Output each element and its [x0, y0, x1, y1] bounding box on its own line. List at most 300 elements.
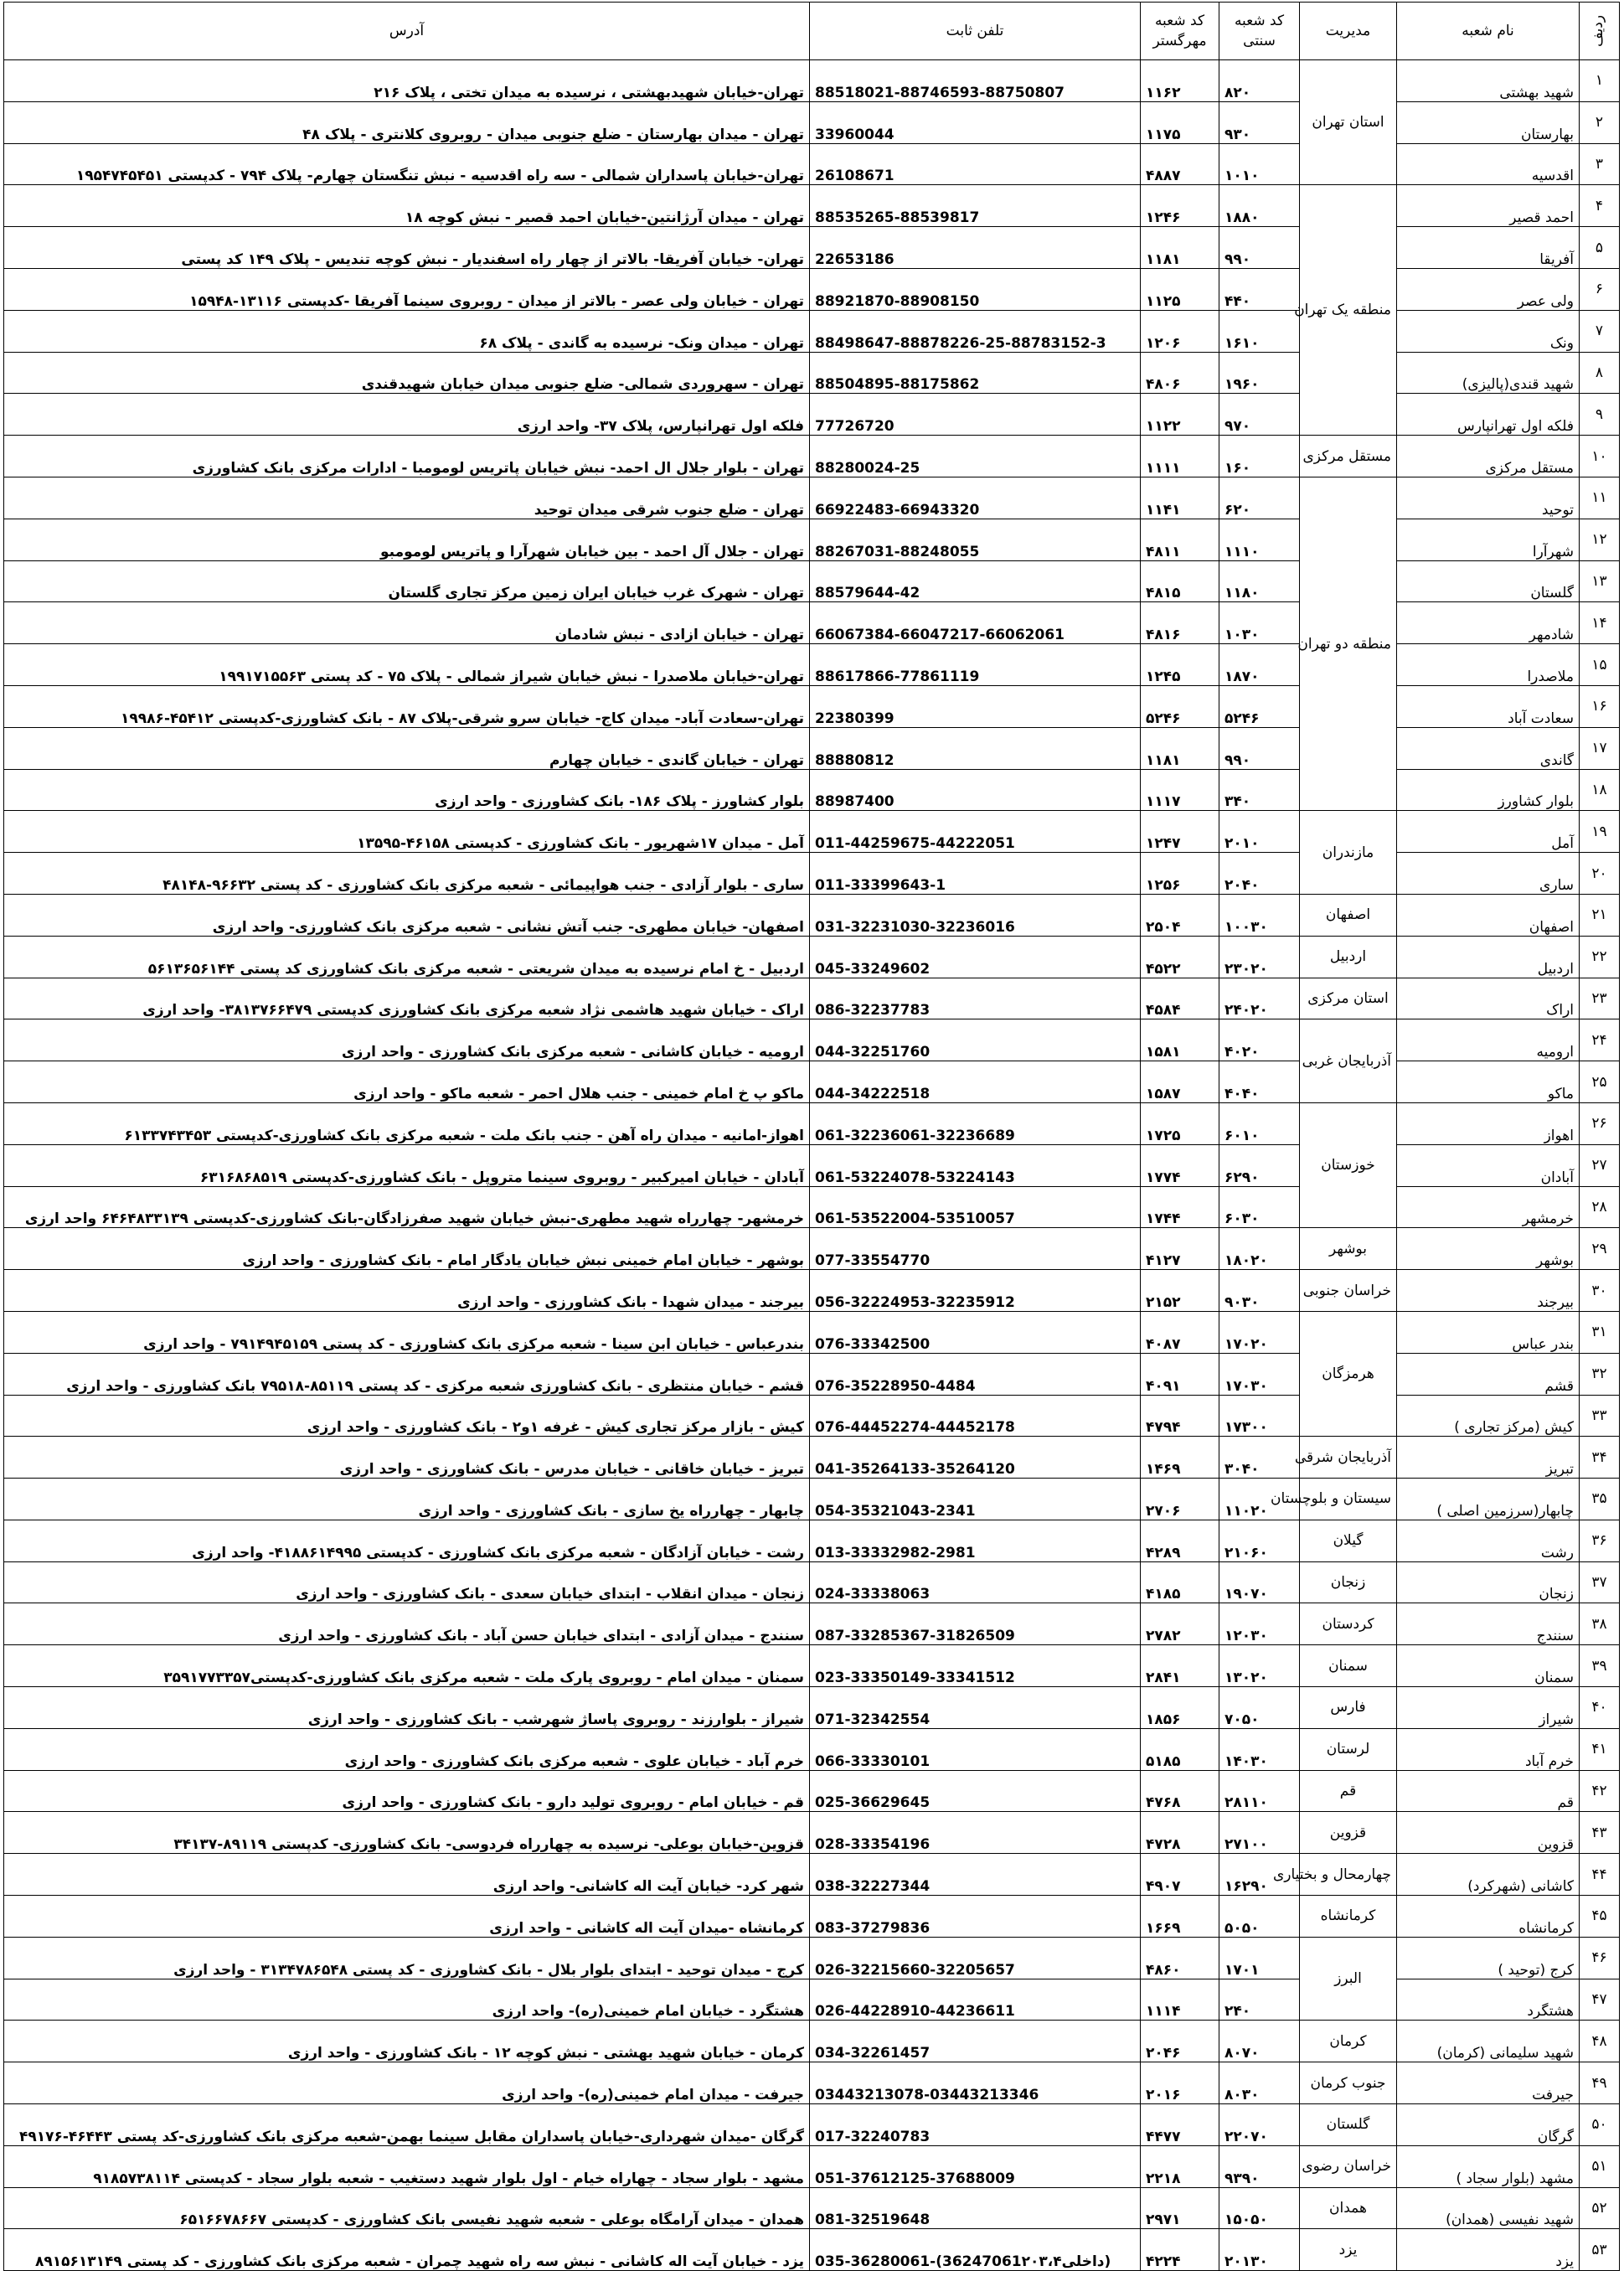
table-row [4, 1228, 1620, 1270]
management-name: سیستان و بلوچستان [1300, 1479, 1397, 1520]
row-number: ۱۰ [1580, 436, 1620, 477]
branch-name: شهرآرا [1397, 519, 1580, 560]
branch-address: اردبیل - خ امام نرسیده به میدان شریعتی - شعبه مرکزی بانک کشاورزی کد پستی ۵۶۱۳۶۵۶۱۴۴ [4, 936, 810, 978]
row-number: ۴ [1580, 185, 1620, 227]
branch-address: رشت - خیابان آزادگان - شعبه مرکزی بانک کشاورزی - کدپستی ۴۱۸۸۶۱۴۹۹۵- واحد ارزی [4, 1520, 810, 1561]
row-number: ۳۰ [1580, 1270, 1620, 1312]
branch-address: گرگان -میدان شهرداری-خیابان پاسداران مقابل سینما بهمن-شعبه مرکزی بانک کشاورزی-کد پستی ۴۶۴۴۳-۴۹۱۷۶ [4, 2104, 810, 2146]
branch-address: تهران - میدان ونک- نرسیده به گاندی - پلاک ۶۸ [4, 310, 810, 352]
management-name: زنجان [1300, 1561, 1397, 1603]
branch-name: سعادت آباد [1397, 685, 1580, 727]
row-number: ۴۵ [1580, 1896, 1620, 1938]
branch-address: تهران - سهروردی شمالی- ضلع جنوبی میدان خیابان شهیدقندی [4, 352, 810, 394]
management-name: جنوب کرمان [1300, 2062, 1397, 2104]
traditional-code: ۴۴۰ [1219, 268, 1300, 310]
row-number: ۲۱ [1580, 894, 1620, 936]
branch-name: قم [1397, 1770, 1580, 1812]
table-row [4, 1603, 1620, 1645]
mehrgostar-code: ۲۲۱۸ [1141, 2145, 1219, 2187]
table-row [4, 2187, 1620, 2229]
traditional-code: ۱۱۱۰ [1219, 519, 1300, 560]
branch-address: کرج - میدان توحید - ابتدای بلوار بلال - بانک کشاورزی - کد پستی ۳۱۳۴۷۸۶۵۴۸ - واحد ارزی [4, 1937, 810, 1979]
mehrgostar-code: ۴۰۸۷ [1141, 1311, 1219, 1353]
row-number: ۴۹ [1580, 2062, 1620, 2104]
branch-address: مشهد - بلوار سجاد - چهاراه خیام - اول بلوار شهید دستغیب - شعبه بلوار سجاد - کدپستی ۹۱۸۵۷۳۸۱۱۴ [4, 2145, 810, 2187]
traditional-code: ۲۱۰۶۰ [1219, 1520, 1300, 1561]
phone-number: 038-32227344 [810, 1854, 1141, 1896]
row-number: ۱۸ [1580, 769, 1620, 811]
row-number: ۹ [1580, 394, 1620, 436]
table-header [4, 3, 1620, 60]
branch-address: هشتگرد - خیابان امام خمینی(ره)- واحد ارزی [4, 1979, 810, 2021]
branches-table [3, 2, 1620, 2271]
branch-name: شهید نفیسی (همدان) [1397, 2187, 1580, 2229]
traditional-code: ۸۲۰ [1219, 60, 1300, 102]
phone-number: 051-37612125-37688009 [810, 2145, 1141, 2187]
branch-address: فلکه اول تهرانپارس، پلاک ۳۷- واحد ارزی [4, 394, 810, 436]
branch-name: بهارستان [1397, 101, 1580, 143]
row-number: ۲۷ [1580, 1144, 1620, 1186]
row-number: ۵۲ [1580, 2187, 1620, 2229]
mehrgostar-code: ۴۷۲۸ [1141, 1812, 1219, 1854]
management-name: خراسان جنوبی [1300, 1270, 1397, 1312]
row-number: ۱۱ [1580, 477, 1620, 519]
row-number: ۴۱ [1580, 1728, 1620, 1770]
row-number: ۷ [1580, 310, 1620, 352]
traditional-code: ۱۷۰۲۰ [1219, 1311, 1300, 1353]
mehrgostar-code: ۴۸۰۶ [1141, 352, 1219, 394]
table-row [4, 1102, 1620, 1144]
branch-name: آبادان [1397, 1144, 1580, 1186]
branch-address: شهر کرد- خیابان آیت اله کاشانی- واحد ارزی [4, 1854, 810, 1896]
mehrgostar-code: ۱۱۶۲ [1141, 60, 1219, 102]
phone-number: 017-32240783 [810, 2104, 1141, 2146]
traditional-code: ۹۳۹۰ [1219, 2145, 1300, 2187]
row-number: ۳۸ [1580, 1603, 1620, 1645]
mehrgostar-code: ۱۱۷۵ [1141, 101, 1219, 143]
table-row [4, 1728, 1620, 1770]
traditional-code: ۱۱۸۰ [1219, 560, 1300, 602]
table-row [4, 1311, 1620, 1353]
traditional-code: ۱۲۰۳۰ [1219, 1603, 1300, 1645]
table-row [4, 978, 1620, 1019]
branch-address: اهواز-امانیه - میدان راه آهن - جنب بانک ملت - شعبه مرکزی بانک کشاورزی-کدپستی ۶۱۳۳۷۴۳۴۵۳ [4, 1102, 810, 1144]
traditional-code: ۱۶۰ [1219, 436, 1300, 477]
phone-number: 013-33332982-2981 [810, 1520, 1141, 1561]
table-row [4, 1896, 1620, 1938]
traditional-code: ۲۰۱۳۰ [1219, 2229, 1300, 2271]
table-row [4, 936, 1620, 978]
branch-name: آمل [1397, 811, 1580, 853]
traditional-code: ۹۳۰ [1219, 101, 1300, 143]
branch-address: تهران- خیابان آفریقا- بالاتر از چهار راه اسفندیار - نبش کوچه تندیس - پلاک ۱۴۹ کد پستی [4, 227, 810, 269]
branch-name: خرمشهر [1397, 1186, 1580, 1228]
branch-address: تهران - خیابان گاندی - خیابان چهارم [4, 727, 810, 769]
table-row [4, 1019, 1620, 1061]
row-number: ۲۴ [1580, 1019, 1620, 1061]
mehrgostar-code: ۴۷۹۴ [1141, 1395, 1219, 1437]
mehrgostar-code: ۱۱۲۵ [1141, 268, 1219, 310]
management-name: چهارمحال و بختیاری [1300, 1854, 1397, 1896]
traditional-code: ۱۴۰۳۰ [1219, 1728, 1300, 1770]
branch-name: گرگان [1397, 2104, 1580, 2146]
table-row [4, 1520, 1620, 1561]
branch-name: ماکو [1397, 1061, 1580, 1103]
row-number: ۴۰ [1580, 1687, 1620, 1729]
phone-number: 026-32215660-32205657 [810, 1937, 1141, 1979]
branch-address: ماکو پ خ امام خمینی - جنب هلال احمر - شعبه ماکو - واحد ارزی [4, 1061, 810, 1103]
table-row [4, 1437, 1620, 1479]
branch-name: ولی عصر [1397, 268, 1580, 310]
management-name: بوشهر [1300, 1228, 1397, 1270]
branch-address: ساری - بلوار آزادی - جنب هواپیمائی - شعبه مرکزی بانک کشاورزی - کد پستی ۹۶۶۳۲-۴۸۱۴۸ [4, 853, 810, 895]
branch-address: تهران-خیابان ملاصدرا - نبش خیابان شیراز شمالی - پلاک ۷۵ - کد پستی ۱۹۹۱۷۱۵۵۶۳ [4, 644, 810, 686]
management-name: آذربایجان شرقی [1300, 1437, 1397, 1479]
phone-number: 054-35321043-2341 [810, 1479, 1141, 1520]
mehrgostar-code: ۲۷۸۲ [1141, 1603, 1219, 1645]
mehrgostar-code: ۲۸۴۱ [1141, 1645, 1219, 1687]
table-row [4, 477, 1620, 519]
management-name: استان مرکزی [1300, 978, 1397, 1019]
table-row [4, 1687, 1620, 1729]
branch-name: قزوین [1397, 1812, 1580, 1854]
mehrgostar-code: ۱۲۴۵ [1141, 644, 1219, 686]
traditional-code: ۱۰۳۰ [1219, 602, 1300, 644]
table-row [4, 894, 1620, 936]
traditional-code: ۶۲۹۰ [1219, 1144, 1300, 1186]
phone-number: 061-53224078-53224143 [810, 1144, 1141, 1186]
phone-number: 88504895-88175862 [810, 352, 1141, 394]
branch-address: قم - خیابان امام - روبروی تولید دارو - بانک کشاورزی - واحد ارزی [4, 1770, 810, 1812]
branch-address: تهران - جلال آل احمد - بین خیابان شهرآرا و پاتریس لومومبو [4, 519, 810, 560]
mehrgostar-code: ۴۸۸۷ [1141, 143, 1219, 185]
table-row [4, 1479, 1620, 1520]
phone-number: 026-44228910-44236611 [810, 1979, 1141, 2021]
phone-number: 88518021-88746593-88750807 [810, 60, 1141, 102]
traditional-code: ۱۰۰۳۰ [1219, 894, 1300, 936]
branch-address: تهران - خیابان ولی عصر - بالاتر از میدان - روبروی سینما آفریقا -کدپستی ۱۳۱۱۶-۱۵۹۴۸ [4, 268, 810, 310]
row-number: ۱۲ [1580, 519, 1620, 560]
branch-name: فلکه اول تهرانپارس [1397, 394, 1580, 436]
branch-address: آمل - میدان ۱۷شهریور - بانک کشاورزی - کدپستی ۴۶۱۵۸-۱۳۵۹۵ [4, 811, 810, 853]
branch-address: بندرعباس - خیابان ابن سینا - شعبه مرکزی بانک کشاورزی - کد پستی ۷۹۱۴۹۴۵۱۵۹ - واحد ارزی [4, 1311, 810, 1353]
branch-name: ملاصدرا [1397, 644, 1580, 686]
row-number: ۲۵ [1580, 1061, 1620, 1103]
phone-number: 076-35228950-4484 [810, 1353, 1141, 1395]
row-number: ۳۶ [1580, 1520, 1620, 1561]
management-name: فارس [1300, 1687, 1397, 1729]
branch-name: هشتگرد [1397, 1979, 1580, 2021]
traditional-code: ۱۸۸۰ [1219, 185, 1300, 227]
header-row-number: ردیف [1580, 3, 1620, 60]
management-name: استان تهران [1300, 60, 1397, 185]
branch-address: تهران-سعادت آباد- میدان کاج- خیابان سرو شرقی-پلاک ۸۷ - بانک کشاورزی-کدپستی ۴۵۴۱۲-۱۹۹۸۶ [4, 685, 810, 727]
branch-address: سنندج - میدان آزادی - ابتدای خیابان حسن آباد - بانک کشاورزی - واحد ارزی [4, 1603, 810, 1645]
traditional-code: ۵۰۵۰ [1219, 1896, 1300, 1938]
table-row [4, 1937, 1620, 1979]
phone-number: 66067384-66047217-66062061 [810, 602, 1141, 644]
branch-address: تهران - شهرک غرب خیابان ایران زمین مرکز تجاری گلستان [4, 560, 810, 602]
table-row [4, 2145, 1620, 2187]
mehrgostar-code: ۲۰۱۶ [1141, 2062, 1219, 2104]
branch-address: تهران - بلوار جلال ال احمد- نبش خیابان پاتریس لومومبا - ادارات مرکزی بانک کشاورزی [4, 436, 810, 477]
mehrgostar-code: ۱۱۸۱ [1141, 727, 1219, 769]
traditional-code: ۱۸۰۲۰ [1219, 1228, 1300, 1270]
row-number: ۱۶ [1580, 685, 1620, 727]
phone-number: 88498647-88878226-25-88783152-3 [810, 310, 1141, 352]
traditional-code: ۶۰۳۰ [1219, 1186, 1300, 1228]
row-number: ۴۴ [1580, 1854, 1620, 1896]
row-number: ۲۹ [1580, 1228, 1620, 1270]
mehrgostar-code: ۱۲۵۶ [1141, 853, 1219, 895]
phone-number: 081-32519648 [810, 2187, 1141, 2229]
traditional-code: ۱۶۱۰ [1219, 310, 1300, 352]
management-name: گیلان [1300, 1520, 1397, 1561]
row-number: ۵۱ [1580, 2145, 1620, 2187]
management-name: یزد [1300, 2229, 1397, 2271]
phone-number: 076-44452274-44452178 [810, 1395, 1141, 1437]
phone-number: 88280024-25 [810, 436, 1141, 477]
branch-name: ونک [1397, 310, 1580, 352]
management-name: هرمزگان [1300, 1311, 1397, 1436]
table-body [4, 60, 1620, 2271]
branch-address: یزد - خیابان آیت اله کاشانی - نبش سه راه شهید چمران - شعبه مرکزی بانک کشاورزی - کد پستی ۸۹۱۵۶۱۳۱۴۹ [4, 2229, 810, 2271]
phone-number: 024-33338063 [810, 1561, 1141, 1603]
mehrgostar-code: ۱۲۰۶ [1141, 310, 1219, 352]
row-number: ۲۸ [1580, 1186, 1620, 1228]
branch-name: مشهد (بلوار سجاد ) [1397, 2145, 1580, 2187]
mehrgostar-code: ۴۸۱۵ [1141, 560, 1219, 602]
traditional-code: ۹۹۰ [1219, 227, 1300, 269]
table-row [4, 1270, 1620, 1312]
branch-name: شهید بهشتی [1397, 60, 1580, 102]
mehrgostar-code: ۴۱۸۵ [1141, 1561, 1219, 1603]
management-name: کرمان [1300, 2021, 1397, 2062]
management-name: البرز [1300, 1937, 1397, 2021]
branch-name: سمنان [1397, 1645, 1580, 1687]
phone-number: 88987400 [810, 769, 1141, 811]
branch-address: چابهار - چهارراه یخ سازی - بانک کشاورزی - واحد ارزی [4, 1479, 810, 1520]
phone-number: 086-32237783 [810, 978, 1141, 1019]
branch-address: بوشهر - خیابان امام خمینی نبش خیابان یادگار امام - بانک کشاورزی - واحد ارزی [4, 1228, 810, 1270]
traditional-code: ۲۴۰۲۰ [1219, 978, 1300, 1019]
management-name: کردستان [1300, 1603, 1397, 1645]
table-row [4, 2229, 1620, 2271]
branch-address: ارومیه - خیابان کاشانی - شعبه مرکزی بانک کشاورزی - واحد ارزی [4, 1019, 810, 1061]
table-row [4, 1645, 1620, 1687]
branch-address: کرمان - خیابان شهید بهشتی - نبش کوچه ۱۲ - بانک کشاورزی - واحد ارزی [4, 2021, 810, 2062]
row-number: ۳۵ [1580, 1479, 1620, 1520]
branch-name: سنندج [1397, 1603, 1580, 1645]
branch-name: چابهار(سرزمین اصلی ) [1397, 1479, 1580, 1520]
phone-number: 22653186 [810, 227, 1141, 269]
traditional-code: ۱۶۲۹۰ [1219, 1854, 1300, 1896]
branch-name: کرج (توحید ) [1397, 1937, 1580, 1979]
traditional-code: ۲۲۰۷۰ [1219, 2104, 1300, 2146]
row-number: ۳۷ [1580, 1561, 1620, 1603]
branch-address: تهران - میدان آرژانتین-خیابان احمد قصیر - نبش کوچه ۱۸ [4, 185, 810, 227]
phone-number: 025-36629645 [810, 1770, 1141, 1812]
branch-name: گلستان [1397, 560, 1580, 602]
table-row [4, 60, 1620, 102]
mehrgostar-code: ۴۸۶۰ [1141, 1937, 1219, 1979]
branch-name: شهید قندی(پالیزی) [1397, 352, 1580, 394]
branch-address: زنجان - میدان انقلاب - ابتدای خیابان سعدی - بانک کشاورزی - واحد ارزی [4, 1561, 810, 1603]
mehrgostar-code: ۱۵۸۷ [1141, 1061, 1219, 1103]
management-name: خراسان رضوی [1300, 2145, 1397, 2187]
management-name: کرمانشاه [1300, 1896, 1397, 1938]
branch-name: قشم [1397, 1353, 1580, 1395]
mehrgostar-code: ۴۴۷۷ [1141, 2104, 1219, 2146]
mehrgostar-code: ۲۹۷۱ [1141, 2187, 1219, 2229]
branch-address: جیرفت - میدان امام خمینی(ره)- واحد ارزی [4, 2062, 810, 2104]
row-number: ۱ [1580, 60, 1620, 102]
management-name: آذربایجان غربی [1300, 1019, 1397, 1103]
table-row [4, 811, 1620, 853]
phone-number: 066-33330101 [810, 1728, 1141, 1770]
branch-name: ساری [1397, 853, 1580, 895]
traditional-code: ۲۸۱۱۰ [1219, 1770, 1300, 1812]
branch-name: گاندی [1397, 727, 1580, 769]
phone-number: 77726720 [810, 394, 1141, 436]
table-row [4, 1770, 1620, 1812]
phone-number: 011-44259675-44222051 [810, 811, 1141, 853]
table-row [4, 2104, 1620, 2146]
branch-address: خرمشهر- چهارراه شهید مطهری-نبش خیابان شهید صفرزادگان-بانک کشاورزی-کدپستی ۶۴۶۴۸۳۳۱۳۹ واحد ارزی [4, 1186, 810, 1228]
mehrgostar-code: ۱۲۴۶ [1141, 185, 1219, 227]
management-name: خوزستان [1300, 1102, 1397, 1227]
row-number: ۳۴ [1580, 1437, 1620, 1479]
branch-name: تبریز [1397, 1437, 1580, 1479]
branch-address: تهران - میدان بهارستان - ضلع جنوبی میدان - روبروی کلانتری - پلاک ۴۸ [4, 101, 810, 143]
row-number: ۱۹ [1580, 811, 1620, 853]
branch-name: بلوار کشاورز [1397, 769, 1580, 811]
branch-name: توحید [1397, 477, 1580, 519]
branch-address: کرمانشاه -میدان آیت اله کاشانی - واحد ارزی [4, 1896, 810, 1938]
traditional-code: ۴۰۴۰ [1219, 1061, 1300, 1103]
branch-address: تهران-خیابان پاسداران شمالی - سه راه اقدسیه - نبش تنگستان چهارم- پلاک ۷۹۴ - کدپستی ۱۹۵۴۷۴۵۴۵۱ [4, 143, 810, 185]
phone-number: 88921870-88908150 [810, 268, 1141, 310]
management-name: قم [1300, 1770, 1397, 1812]
traditional-code: ۶۰۱۰ [1219, 1102, 1300, 1144]
header-traditional-code: کد شعبه سنتی [1219, 3, 1300, 60]
phone-number: 88535265-88539817 [810, 185, 1141, 227]
mehrgostar-code: ۱۱۱۷ [1141, 769, 1219, 811]
traditional-code: ۱۸۷۰ [1219, 644, 1300, 686]
header-phone: تلفن ثابت [810, 3, 1141, 60]
branch-name: شادمهر [1397, 602, 1580, 644]
branch-name: احمد قصیر [1397, 185, 1580, 227]
phone-number: 056-32224953-32235912 [810, 1270, 1141, 1312]
traditional-code: ۱۱۰۲۰ [1219, 1479, 1300, 1520]
row-number: ۳۱ [1580, 1311, 1620, 1353]
traditional-code: ۱۷۰۱ [1219, 1937, 1300, 1979]
header-address: آدرس [4, 3, 810, 60]
row-number: ۴۸ [1580, 2021, 1620, 2062]
mehrgostar-code: ۱۱۲۲ [1141, 394, 1219, 436]
phone-number: 061-53522004-53510057 [810, 1186, 1141, 1228]
row-number: ۴۳ [1580, 1812, 1620, 1854]
branch-address: تهران - ضلع جنوب شرقی میدان توحید [4, 477, 810, 519]
row-number: ۳۲ [1580, 1353, 1620, 1395]
branch-name: یزد [1397, 2229, 1580, 2271]
mehrgostar-code: ۱۲۴۷ [1141, 811, 1219, 853]
traditional-code: ۱۰۱۰ [1219, 143, 1300, 185]
table-row [4, 1812, 1620, 1854]
traditional-code: ۹۷۰ [1219, 394, 1300, 436]
branch-name: شهید سلیمانی (کرمان) [1397, 2021, 1580, 2062]
branch-address: اراک - خیابان شهید هاشمی نژاد شعبه مرکزی بانک کشاورزی کدپستی ۳۸۱۳۷۶۶۴۷۹- واحد ارزی [4, 978, 810, 1019]
phone-number: 045-33249602 [810, 936, 1141, 978]
management-name: منطقه دو تهران [1300, 477, 1397, 810]
branch-address: کیش - بازار مرکز تجاری کیش - غرفه ۱و۲ - بانک کشاورزی - واحد ارزی [4, 1395, 810, 1437]
phone-number: 88880812 [810, 727, 1141, 769]
mehrgostar-code: ۴۸۱۶ [1141, 602, 1219, 644]
branch-name: اصفهان [1397, 894, 1580, 936]
phone-number: 88617866-77861119 [810, 644, 1141, 686]
table-row [4, 1561, 1620, 1603]
mehrgostar-code: ۱۵۸۱ [1141, 1019, 1219, 1061]
branch-name: شیراز [1397, 1687, 1580, 1729]
management-name: همدان [1300, 2187, 1397, 2229]
phone-number: 88579644-42 [810, 560, 1141, 602]
row-number: ۱۵ [1580, 644, 1620, 686]
branch-address: سمنان - میدان امام - روبروی پارک ملت - شعبه مرکزی بانک کشاورزی-کدپستی۳۵۹۱۷۷۳۳۵۷ [4, 1645, 810, 1687]
branch-name: کیش (مرکز تجاری ) [1397, 1395, 1580, 1437]
phone-number: 03443213078-03443213346 [810, 2062, 1141, 2104]
traditional-code: ۱۳۰۲۰ [1219, 1645, 1300, 1687]
traditional-code: ۲۷۱۰۰ [1219, 1812, 1300, 1854]
mehrgostar-code: ۱۱۱۱ [1141, 436, 1219, 477]
row-number: ۴۲ [1580, 1770, 1620, 1812]
traditional-code: ۱۵۰۵۰ [1219, 2187, 1300, 2229]
mehrgostar-code: ۴۲۲۴ [1141, 2229, 1219, 2271]
mehrgostar-code: ۱۱۱۴ [1141, 1979, 1219, 2021]
branch-address: بیرجند - میدان شهدا - بانک کشاورزی - واحد ارزی [4, 1270, 810, 1312]
branch-name: بوشهر [1397, 1228, 1580, 1270]
row-number: ۲۰ [1580, 853, 1620, 895]
traditional-code: ۱۷۳۰۰ [1219, 1395, 1300, 1437]
row-number: ۴۶ [1580, 1937, 1620, 1979]
mehrgostar-code: ۱۸۵۶ [1141, 1687, 1219, 1729]
phone-number: 044-34222518 [810, 1061, 1141, 1103]
traditional-code: ۸۰۳۰ [1219, 2062, 1300, 2104]
table-row [4, 1854, 1620, 1896]
branch-name: مستقل مرکزی [1397, 436, 1580, 477]
phone-number: 087-33285367-31826509 [810, 1603, 1141, 1645]
row-number: ۲ [1580, 101, 1620, 143]
mehrgostar-code: ۴۷۶۸ [1141, 1770, 1219, 1812]
phone-number: 071-32342554 [810, 1687, 1141, 1729]
phone-number: 061-32236061-32236689 [810, 1102, 1141, 1144]
management-name: مازندران [1300, 811, 1397, 895]
phone-number: 028-33354196 [810, 1812, 1141, 1854]
mehrgostar-code: ۲۱۵۲ [1141, 1270, 1219, 1312]
branch-name: رشت [1397, 1520, 1580, 1561]
traditional-code: ۲۳۰۲۰ [1219, 936, 1300, 978]
branch-name: جیرفت [1397, 2062, 1580, 2104]
mehrgostar-code: ۴۱۲۷ [1141, 1228, 1219, 1270]
mehrgostar-code: ۱۷۷۴ [1141, 1144, 1219, 1186]
header-branch-name: نام شعبه [1397, 3, 1580, 60]
traditional-code: ۳۰۴۰ [1219, 1437, 1300, 1479]
phone-number: 33960044 [810, 101, 1141, 143]
branch-address: آبادان - خیابان امیرکبیر - روبروی سینما متروپل - بانک کشاورزی-کدپستی ۶۳۱۶۸۶۸۵۱۹ [4, 1144, 810, 1186]
mehrgostar-code: ۲۰۴۶ [1141, 2021, 1219, 2062]
mehrgostar-code: ۲۷۰۶ [1141, 1479, 1219, 1520]
row-number: ۳ [1580, 143, 1620, 185]
traditional-code: ۲۰۴۰ [1219, 853, 1300, 895]
